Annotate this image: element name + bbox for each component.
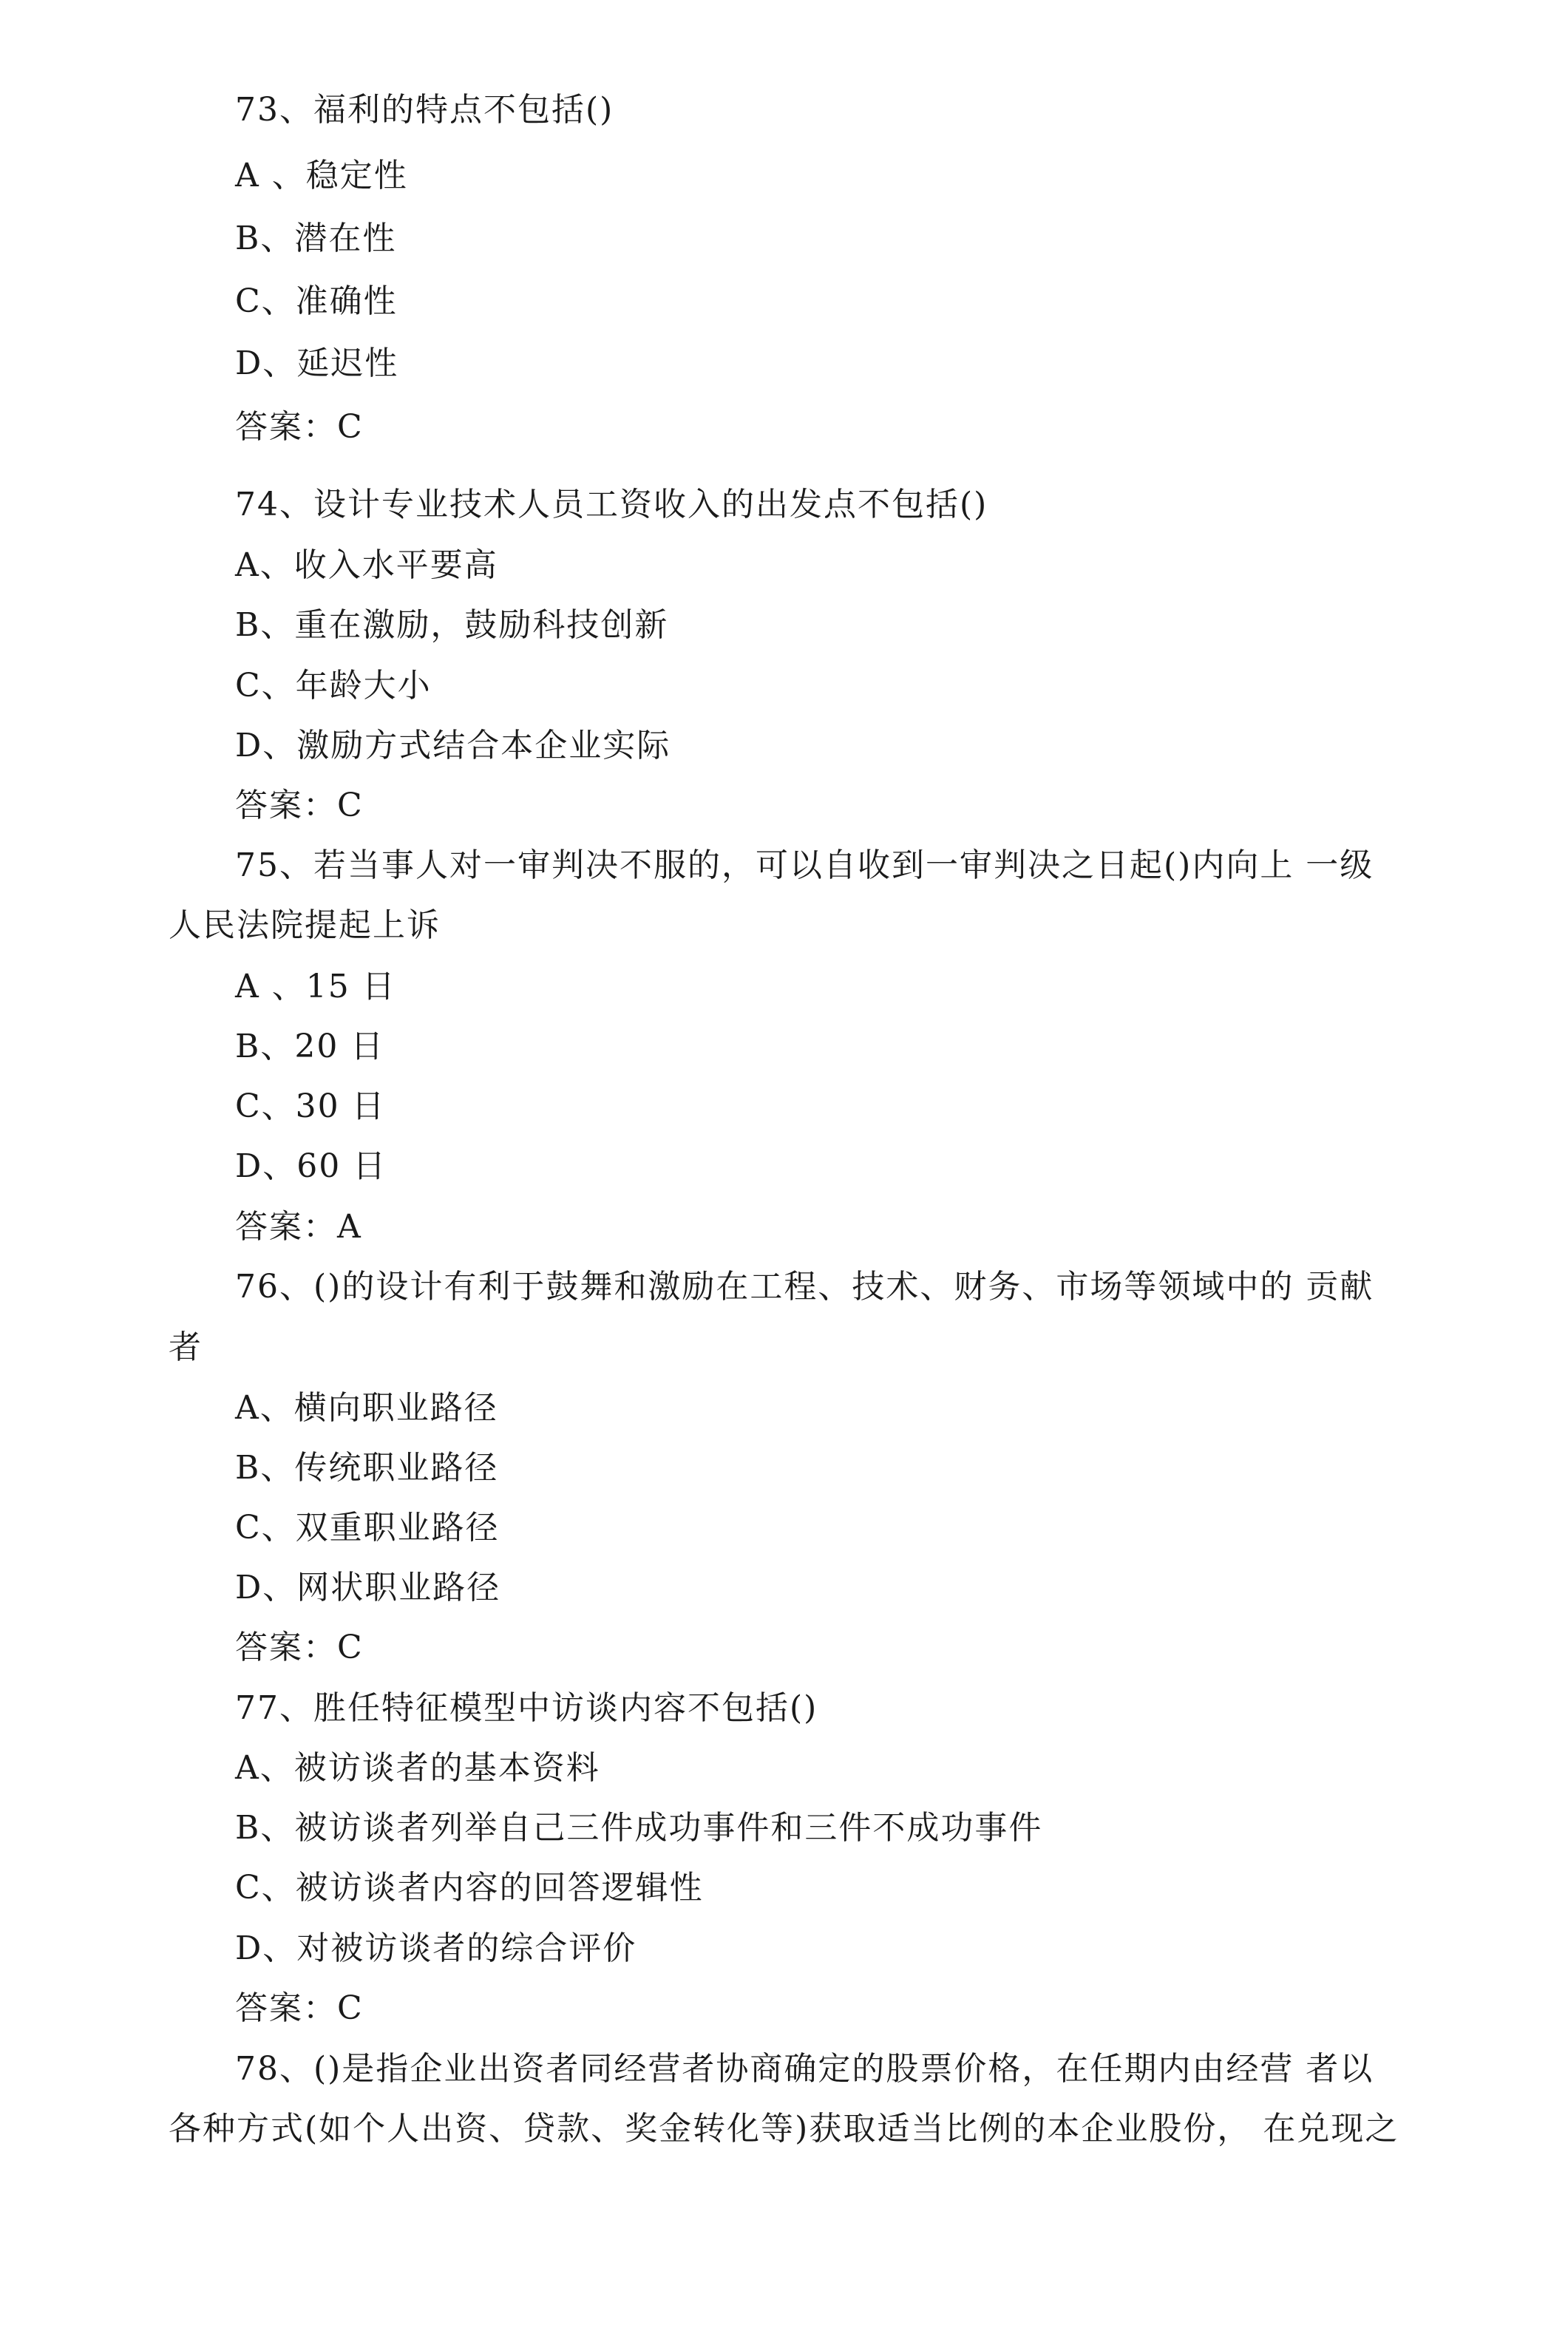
question-75-option-c: C、30 日	[235, 1087, 386, 1125]
question-74-answer: 答案：C	[235, 787, 364, 824]
question-73-option-a: A 、稳定性	[235, 157, 408, 194]
question-75-option-a: A 、15 日	[235, 968, 396, 1005]
question-76-option-d: D、网状职业路径	[235, 1569, 501, 1606]
question-78-stem-cont: 各种方式(如个人出资、贷款、奖金转化等)获取适当比例的本企业股份， 在兑现之	[169, 2110, 1399, 2148]
question-73-option-c: C、准确性	[235, 282, 398, 320]
question-77-option-d: D、对被访谈者的综合评价	[235, 1929, 637, 1967]
question-73-option-b: B、潜在性	[235, 220, 397, 257]
question-75-stem: 75、若当事人对一审判决不服的，可以自收到一审判决之日起()内向上 一级	[235, 846, 1374, 884]
question-75-option-b: B、20 日	[235, 1028, 385, 1065]
question-75-answer: 答案：A	[235, 1208, 362, 1246]
question-77-stem: 77、胜任特征模型中访谈内容不包括()	[235, 1689, 818, 1727]
question-77-option-c: C、被访谈者内容的回答逻辑性	[235, 1869, 704, 1907]
question-73-answer: 答案：C	[235, 408, 364, 446]
question-74-option-c: C、年龄大小	[235, 667, 432, 705]
question-74-option-a: A、收入水平要高	[235, 546, 498, 584]
question-75-stem-cont: 人民法院提起上诉	[169, 906, 441, 944]
question-74-stem: 74、设计专业技术人员工资收入的出发点不包括()	[235, 486, 988, 523]
question-77-option-b: B、被访谈者列举自己三件成功事件和三件不成功事件	[235, 1809, 1043, 1847]
question-77-answer: 答案：C	[235, 1989, 364, 2027]
question-74-option-d: D、激励方式结合本企业实际	[235, 727, 671, 764]
question-74-option-b: B、重在激励，鼓励科技创新	[235, 606, 669, 644]
question-76-answer: 答案：C	[235, 1629, 364, 1666]
question-77-option-a: A、被访谈者的基本资料	[235, 1749, 600, 1787]
question-76-stem-cont: 者	[169, 1328, 203, 1366]
question-78-stem: 78、()是指企业出资者同经营者协商确定的股票价格，在任期内由经营 者以	[235, 2050, 1374, 2088]
question-73-stem: 73、福利的特点不包括()	[235, 91, 614, 129]
question-76-option-b: B、传统职业路径	[235, 1449, 499, 1487]
question-76-option-a: A、横向职业路径	[235, 1389, 498, 1427]
question-76-option-c: C、双重职业路径	[235, 1509, 500, 1547]
question-75-option-d: D、60 日	[235, 1147, 387, 1185]
question-73-option-d: D、延迟性	[235, 344, 399, 382]
question-76-stem: 76、()的设计有利于鼓舞和激励在工程、技术、财务、市场等领域中的 贡献	[235, 1268, 1374, 1306]
